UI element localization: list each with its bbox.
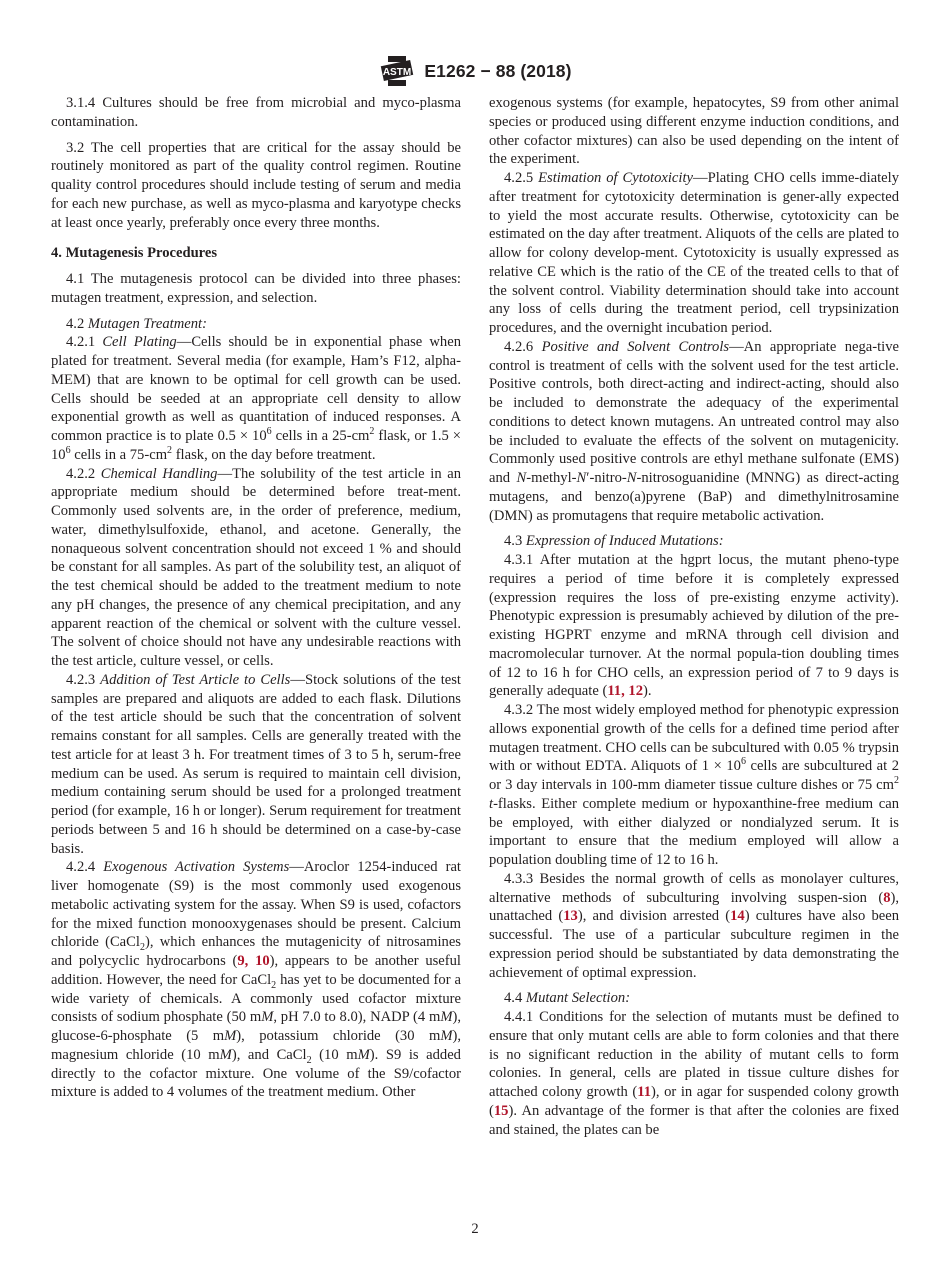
section-4-1: 4.1 The mutagenesis protocol can be divided into three phases: mutagen treatment, expression, and selection. xyxy=(51,271,461,306)
reference-link[interactable]: 8 xyxy=(883,889,891,906)
reference-link[interactable]: 13 xyxy=(563,908,578,925)
section-3-2: 3.2 The cell properties that are critical for the assay should be routinely monitored as part of the quality control regimen. Routine quality control procedures should include testing of serum and media for each new purchase, as well as myco-plasma and karyotype checks at least once yearly, preferably once every three months. xyxy=(51,139,461,231)
logo-text: ASTM xyxy=(383,67,412,78)
section-4-2-6: 4.2.6 Positive and Solvent Controls—An appropriate nega-tive control is treatment of cells with the solvent used for the test article. Positive controls, both direct-acting and indirect-acting, should also be included to demonstrate the adequacy of the experimental conditions to detect known mutagens. An untreated control may also be included to evaluate the effects of the solvent on mutagenicity. Commonly used positive controls are ethyl methane sulfonate (EMS) and N-methyl-N′-nitro-N-nitrosoguanidine (MNNG) as direct-acting mutagens, and benzo(a)pyrene (BaP) and dimethylnitrosamine (DMN) as promutagens that require metabolic activation. xyxy=(489,338,899,524)
section-4-2-2: 4.2.2 Chemical Handling—The solubility of the test article in an appropriate medium should be determined before treat-ment. Commonly used solvents are, in the order of preference, medium, water, dimethylsulfoxide, ethanol, and acetone. Generally, the nonaqueous solvent concentration should not exceed 1 % and should be constant for all samples. As part of the solubility test, an aliquot of the test chemical should be added to the treatment medium to note any pH changes, the presence of any chemical precipitation, and any apparent reaction of the chemical or solvent with the culture vessel. The solvent of choice should not have any undesirable reactions with the test article, culture vessel, or cells. xyxy=(51,465,461,669)
section-4-4: 4.4 Mutant Selection: xyxy=(504,990,631,1007)
page-header xyxy=(0,54,950,88)
reference-link[interactable]: 12 xyxy=(628,683,643,700)
reference-link[interactable]: 10 xyxy=(255,953,270,969)
right-column xyxy=(489,94,899,1139)
section-4-2 xyxy=(51,315,461,334)
document-designation: E1262 − 88 (2018) xyxy=(424,60,572,81)
reference-link[interactable]: 11 xyxy=(607,683,622,700)
section-3-1-4: 3.1.4 Cultures should be free from microbial and myco-plasma contamination. xyxy=(51,95,461,130)
section-4-3-1: 4.3.1 After mutation at the hgprt locus, the mutant pheno-type requires a period of time before it is completely expressed (expression requires the loss of pre-existing enzyme activity). Phenotypic expression is presumably achieved by dilution of the pre-existing HGPRT enzyme and mRNA through cell division and macromolecular turnover. At the normal popula-tion doubling times of 12 to 16 h for CHO cells, an expression period of 7 to 9 days is generally adequate (11, 12). xyxy=(489,552,899,700)
section-4-4-1: 4.4.1 Conditions for the selection of mutants must be defined to ensure that only mutant cells are able to form colonies and that there is no significant reduction in the ability of mutant cells to form colonies. In general, cells are plated in tissue culture dishes for attached colony growth (11), or in agar for suspended colony growth (15). An advantage of the former is that after the colonies are fixed and stained, the plates can be xyxy=(489,1009,899,1138)
page-number: 2 xyxy=(471,1221,479,1237)
section-4-2-5: 4.2.5 Estimation of Cytotoxicity—Plating CHO cells imme-diately after treatment for cytotoxicity determination is gener-ally expected to yield the most accurate results. Otherwise, cytotoxicity can be estimated on the day after treatment. Aliquots of the cells are plated to allow for colony develop-ment. Cytotoxicity is usually expressed as relative CE which is the ratio of the CE of the treated cells to that of the solvent control. Viability determination should take into account any loss of cells during the treatment period, cell trypsinization procedures, and the overnight incubation period. xyxy=(489,170,899,336)
section-4-3-3: 4.3.3 Besides the normal growth of cells as monolayer cultures, alternative methods of subculturing involving suspen-sion (8), unattached (13), and division arrested (14) cultures have also been successful. The use of a particular subculture regimen in the expression period should be substantiated by data demonstrating the achievement of optimal expression. xyxy=(489,870,899,981)
section-4-heading: 4. Mutagenesis Procedures xyxy=(51,245,218,262)
section-title: Mutagen Treatment: xyxy=(87,315,207,332)
reference-link[interactable]: 11 xyxy=(637,1084,652,1100)
section-4-2-4: 4.2.4 Exogenous Activation Systems—Aroclor 1254-induced rat liver homogenate (S9) is the most commonly used exogenous metabolic activating system for the assay. When S9 is used, cofactors for the mixed function monooxygenases should be present. Calcium chloride (CaCl$_2$), which enhances the mutagenicity of nitrosamines and polycyclic hydrocarbons (9, 10), appears to be another useful addition. However, the need for CaCl$_2$ has yet to be documented for a wide variety of chemicals. A commonly used cofactor mixture consists of sodium phosphate (50 mM, pH 7.0 to 8.0), NADP (4 mM), glucose-6-phosphate (5 mM), potassium chloride (30 mM), magnesium chloride (10 mM), and CaCl$_2$ (10 mM). S9 is added directly to the cofactor mixture. One volume of the S9/cofactor mixture is added to 4 volumes of the treatment medium. Other xyxy=(51,859,461,1101)
reference-link[interactable]: 15 xyxy=(493,1102,509,1119)
astm-logo-icon xyxy=(378,54,416,88)
section-4-3: 4.3 Expression of Induced Mutations: xyxy=(504,533,724,550)
section-4-2-3: 4.2.3 Addition of Test Article to Cells—Stock solutions of the test samples are prepared and aliquots are added to each flask. Dilutions of the test article should be such that the concentration of solvent remains constant for all samples. Cells are generally treated with the test article for at least 3 h. For treatment times of 3 to 5 h, serum-free medium can be used. As serum is required to maintain cell division, medium containing serum should be used for a prolonged treatment period (for example, 16 h or longer). Serum requirement for treatment periods between 5 and 16 h should be determined on a case-by-case basis. xyxy=(51,671,461,857)
section-4-3-2: 4.3.2 The most widely employed method for phenotypic expression allows exponential growth of the cells for a defined time period after mutagen treatment. CHO cells can be subcultured with 0.05 % trypsin with or without EDTA. Aliquots of $1 \times 10^6$ cells are subcultured at 2 or 3 day intervals in 100-mm diameter tissue culture dishes or 75 $cm^2$ t-flasks. Either complete medium or hypoxanthine-free medium can be employed, with either dialyzed or nondialyzed serum. It is important to ensure that the medium employed will allow a population doubling time of 12 to 16 h. xyxy=(489,702,900,868)
reference-link[interactable]: 14 xyxy=(730,908,745,925)
section-4-2-4-continued: exogenous systems (for example, hepatocytes, S9 from other animal species or produced using different enzyme induction conditions, and other cofactor mixtures) can also be used depending on the intent of the experiment. xyxy=(489,95,899,168)
section-4-2-1: 4.2.1 Cell Plating—Cells should be in exponential phase when plated for treatment. Several media (for example, Ham’s F12, alpha-MEM) that are known to be optimal for cell growth can be used. Cells should be seeded at an appropriate cell density to allow exponential growth as well as quantitation of induced responses. A common practice is to plate $0.5 \times 10^6$ cells in a $25-cm^2$ flask, or $1.5 \times 10^6$ cells in a $75-cm^2$ flask, on the day before treatment. xyxy=(51,334,461,463)
section-number: 4.2 xyxy=(66,315,85,332)
reference-link[interactable]: 9 xyxy=(237,953,245,969)
left-column xyxy=(51,94,461,1102)
